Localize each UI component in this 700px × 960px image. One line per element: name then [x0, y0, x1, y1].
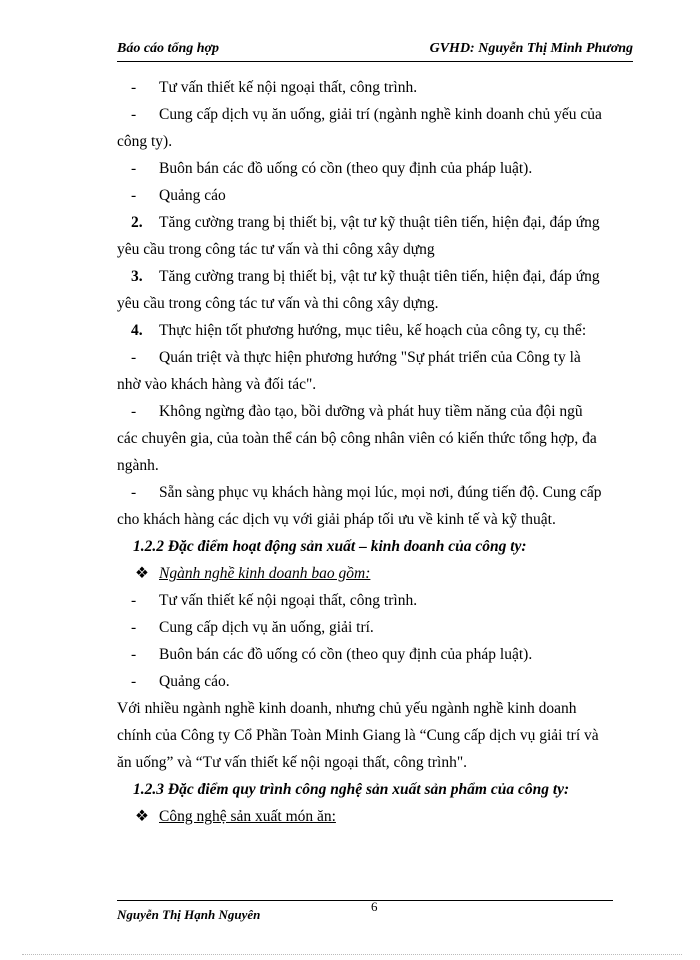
dash-marker: - [131, 106, 137, 123]
list-item-text: Quảng cáo [159, 187, 226, 204]
numbered-item-4 [117, 317, 633, 344]
bullet-text: Công nghệ sản xuất món ăn: [159, 808, 336, 825]
list-item-continuation: công ty). [117, 133, 173, 150]
bullet-text: Ngành nghề kinh doanh bao gồm: [159, 565, 371, 582]
paragraph-line: ăn uống” và “Tư vấn thiết kế nội ngoại thất, công trình". [117, 754, 468, 771]
list-item-text: Tư vấn thiết kế nội ngoại thất, công trình. [159, 79, 418, 96]
page-header [117, 37, 633, 62]
list-item-text: Tư vấn thiết kế nội ngoại thất, công trình. [159, 592, 418, 609]
sub-item [117, 344, 633, 371]
dash-marker: - [131, 646, 137, 663]
sub-item-text: Sẵn sàng phục vụ khách hàng mọi lúc, mọi nơi, đúng tiến độ. Cung cấp [159, 484, 602, 501]
diamond-bullet-icon: ❖ [135, 565, 149, 582]
page-footer [117, 900, 613, 921]
page-number: 6 [371, 899, 378, 914]
sub-item-continuation: nhờ vào khách hàng và đối tác". [117, 376, 317, 393]
document-body [117, 74, 633, 830]
footer-author: Nguyễn Thị Hạnh Nguyên [117, 907, 261, 922]
header-report-title: Báo cáo tổng hợp [117, 41, 220, 56]
dash-marker: - [131, 619, 137, 636]
diamond-bullet-icon: ❖ [135, 808, 149, 825]
item-number: 4. [131, 322, 143, 339]
sub-item-continuation: ngành. [117, 457, 159, 474]
list-item-text: Quảng cáo. [159, 673, 230, 690]
bullet-item [117, 560, 633, 587]
dash-marker: - [131, 484, 137, 501]
list-item [117, 182, 633, 209]
dash-marker: - [131, 403, 137, 420]
list-item [117, 641, 633, 668]
list-item-text: Buôn bán các đồ uống có cồn (theo quy định của pháp luật). [159, 160, 533, 177]
list-item [117, 101, 633, 128]
sub-item [117, 398, 633, 425]
numbered-item-3 [117, 263, 633, 290]
section-heading-1-2-3: 1.2.3 Đặc điểm quy trình công nghệ sản xuất sản phẩm của công ty: [133, 781, 570, 798]
item-text: Tăng cường trang bị thiết bị, vật tư kỹ thuật tiên tiến, hiện đại, đáp ứng [159, 268, 600, 285]
list-item [117, 74, 633, 101]
list-item [117, 614, 633, 641]
sub-item-text: Không ngừng đào tạo, bồi dưỡng và phát huy tiềm năng của đội ngũ [159, 403, 583, 420]
list-item [117, 668, 633, 695]
list-item-text: Cung cấp dịch vụ ăn uống, giải trí. [159, 619, 374, 636]
section-heading-1-2-2: 1.2.2 Đặc điểm hoạt động sản xuất – kinh doanh của công ty: [133, 538, 527, 555]
list-item-text: Cung cấp dịch vụ ăn uống, giải trí (ngành nghề kinh doanh chủ yếu của [159, 106, 602, 123]
numbered-item-2-continuation: yêu cầu trong công tác tư vấn và thi công xây dựng [117, 241, 435, 258]
page-bottom-divider [22, 954, 682, 955]
sub-item-text: Quán triệt và thực hiện phương hướng "Sự phát triển của Công ty là [159, 349, 581, 366]
dash-marker: - [131, 349, 137, 366]
paragraph-line: Với nhiều ngành nghề kinh doanh, nhưng chủ yếu ngành nghề kinh doanh [117, 700, 577, 717]
list-item [117, 155, 633, 182]
numbered-item-2 [117, 209, 633, 236]
list-item-text: Buôn bán các đồ uống có cồn (theo quy định của pháp luật). [159, 646, 533, 663]
sub-item-continuation: cho khách hàng các dịch vụ với giải pháp tối ưu về kinh tế và kỹ thuật. [117, 511, 556, 528]
sub-item-continuation: các chuyên gia, của toàn thể cán bộ công nhân viên có kiến thức tổng hợp, đa [117, 430, 597, 447]
paragraph-line: chính của Công ty Cổ Phần Toàn Minh Giang là “Cung cấp dịch vụ giải trí và [117, 727, 599, 744]
item-text: Tăng cường trang bị thiết bị, vật tư kỹ thuật tiên tiến, hiện đại, đáp ứng [159, 214, 600, 231]
dash-marker: - [131, 187, 137, 204]
header-supervisor: GVHD: Nguyễn Thị Minh Phương [429, 41, 633, 56]
item-text: Thực hiện tốt phương hướng, mục tiêu, kế hoạch của công ty, cụ thể: [159, 322, 587, 339]
bullet-item [117, 803, 633, 830]
dash-marker: - [131, 160, 137, 177]
dash-marker: - [131, 592, 137, 609]
numbered-item-3-continuation: yêu cầu trong công tác tư vấn và thi công xây dựng. [117, 295, 439, 312]
sub-item [117, 479, 633, 506]
dash-marker: - [131, 79, 137, 96]
dash-marker: - [131, 673, 137, 690]
item-number: 2. [131, 214, 143, 231]
list-item [117, 587, 633, 614]
item-number: 3. [131, 268, 143, 285]
